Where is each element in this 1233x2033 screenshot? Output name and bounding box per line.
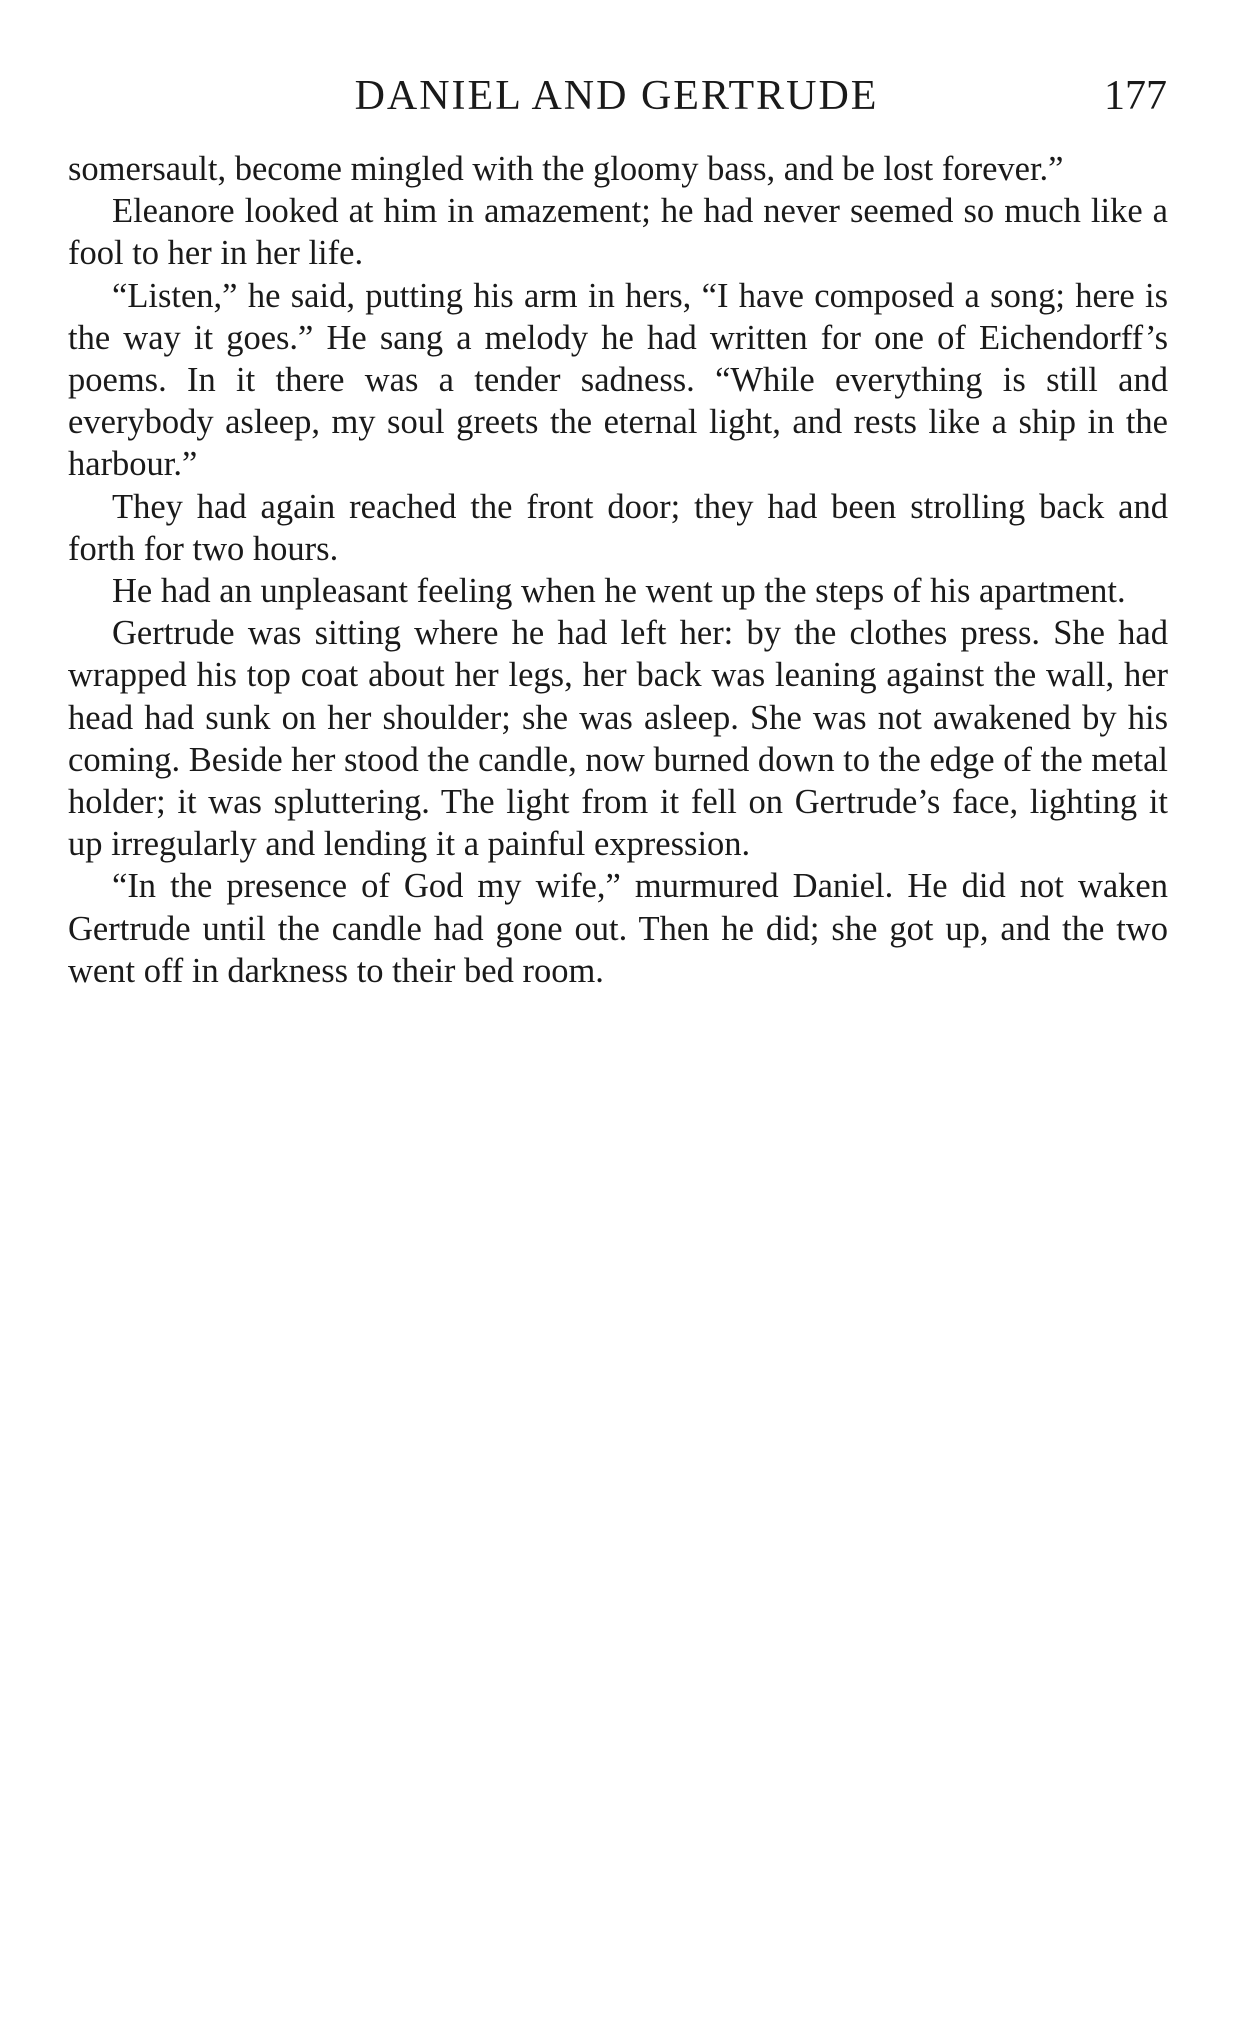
page-number: 177 [1104,73,1167,119]
body-text [68,148,1168,992]
paragraph: “Listen,” he said, putting his arm in hers, “I have composed a song; here is the way it goes.” He sang a melody he had written for one of Eichendorff’s poems. In it there was a tender sadness. “While everything is still and everybody asleep, my soul greets the eternal light, and rests like a ship in the harbour.” [68,276,1168,484]
paragraph: He had an unpleasant feeling when he went up the steps of his apartment. [112,572,1126,611]
paragraph: Eleanore looked at him in amazement; he had never seemed so much like a fool to her in her life. [68,192,1168,273]
paragraph: They had again reached the front door; they had been strolling back and forth for two hours. [68,487,1168,568]
paragraph: somersault, become mingled with the gloomy bass, and be lost forever.” [68,150,1064,188]
running-title: DANIEL AND GERTRUDE [354,73,879,119]
running-head [0,66,1233,126]
paragraph: Gertrude was sitting where he had left her: by the clothes press. She had wrapped his top coat about her legs, her back was leaning against the wall, her head had sunk on her shoulder; she was asleep. She was not awakened by his coming. Beside her stood the candle, now burned down to the edge of the metal holder; it was spluttering. The light from it fell on Gertrude’s face, lighting it up irregularly and lending it a painful expression. [68,614,1168,864]
paragraph: “In the presence of God my wife,” murmured Daniel. He did not waken Gertrude until the candle had gone out. Then he did; she got up, and the two went off in darkness to their bed room. [68,867,1168,990]
